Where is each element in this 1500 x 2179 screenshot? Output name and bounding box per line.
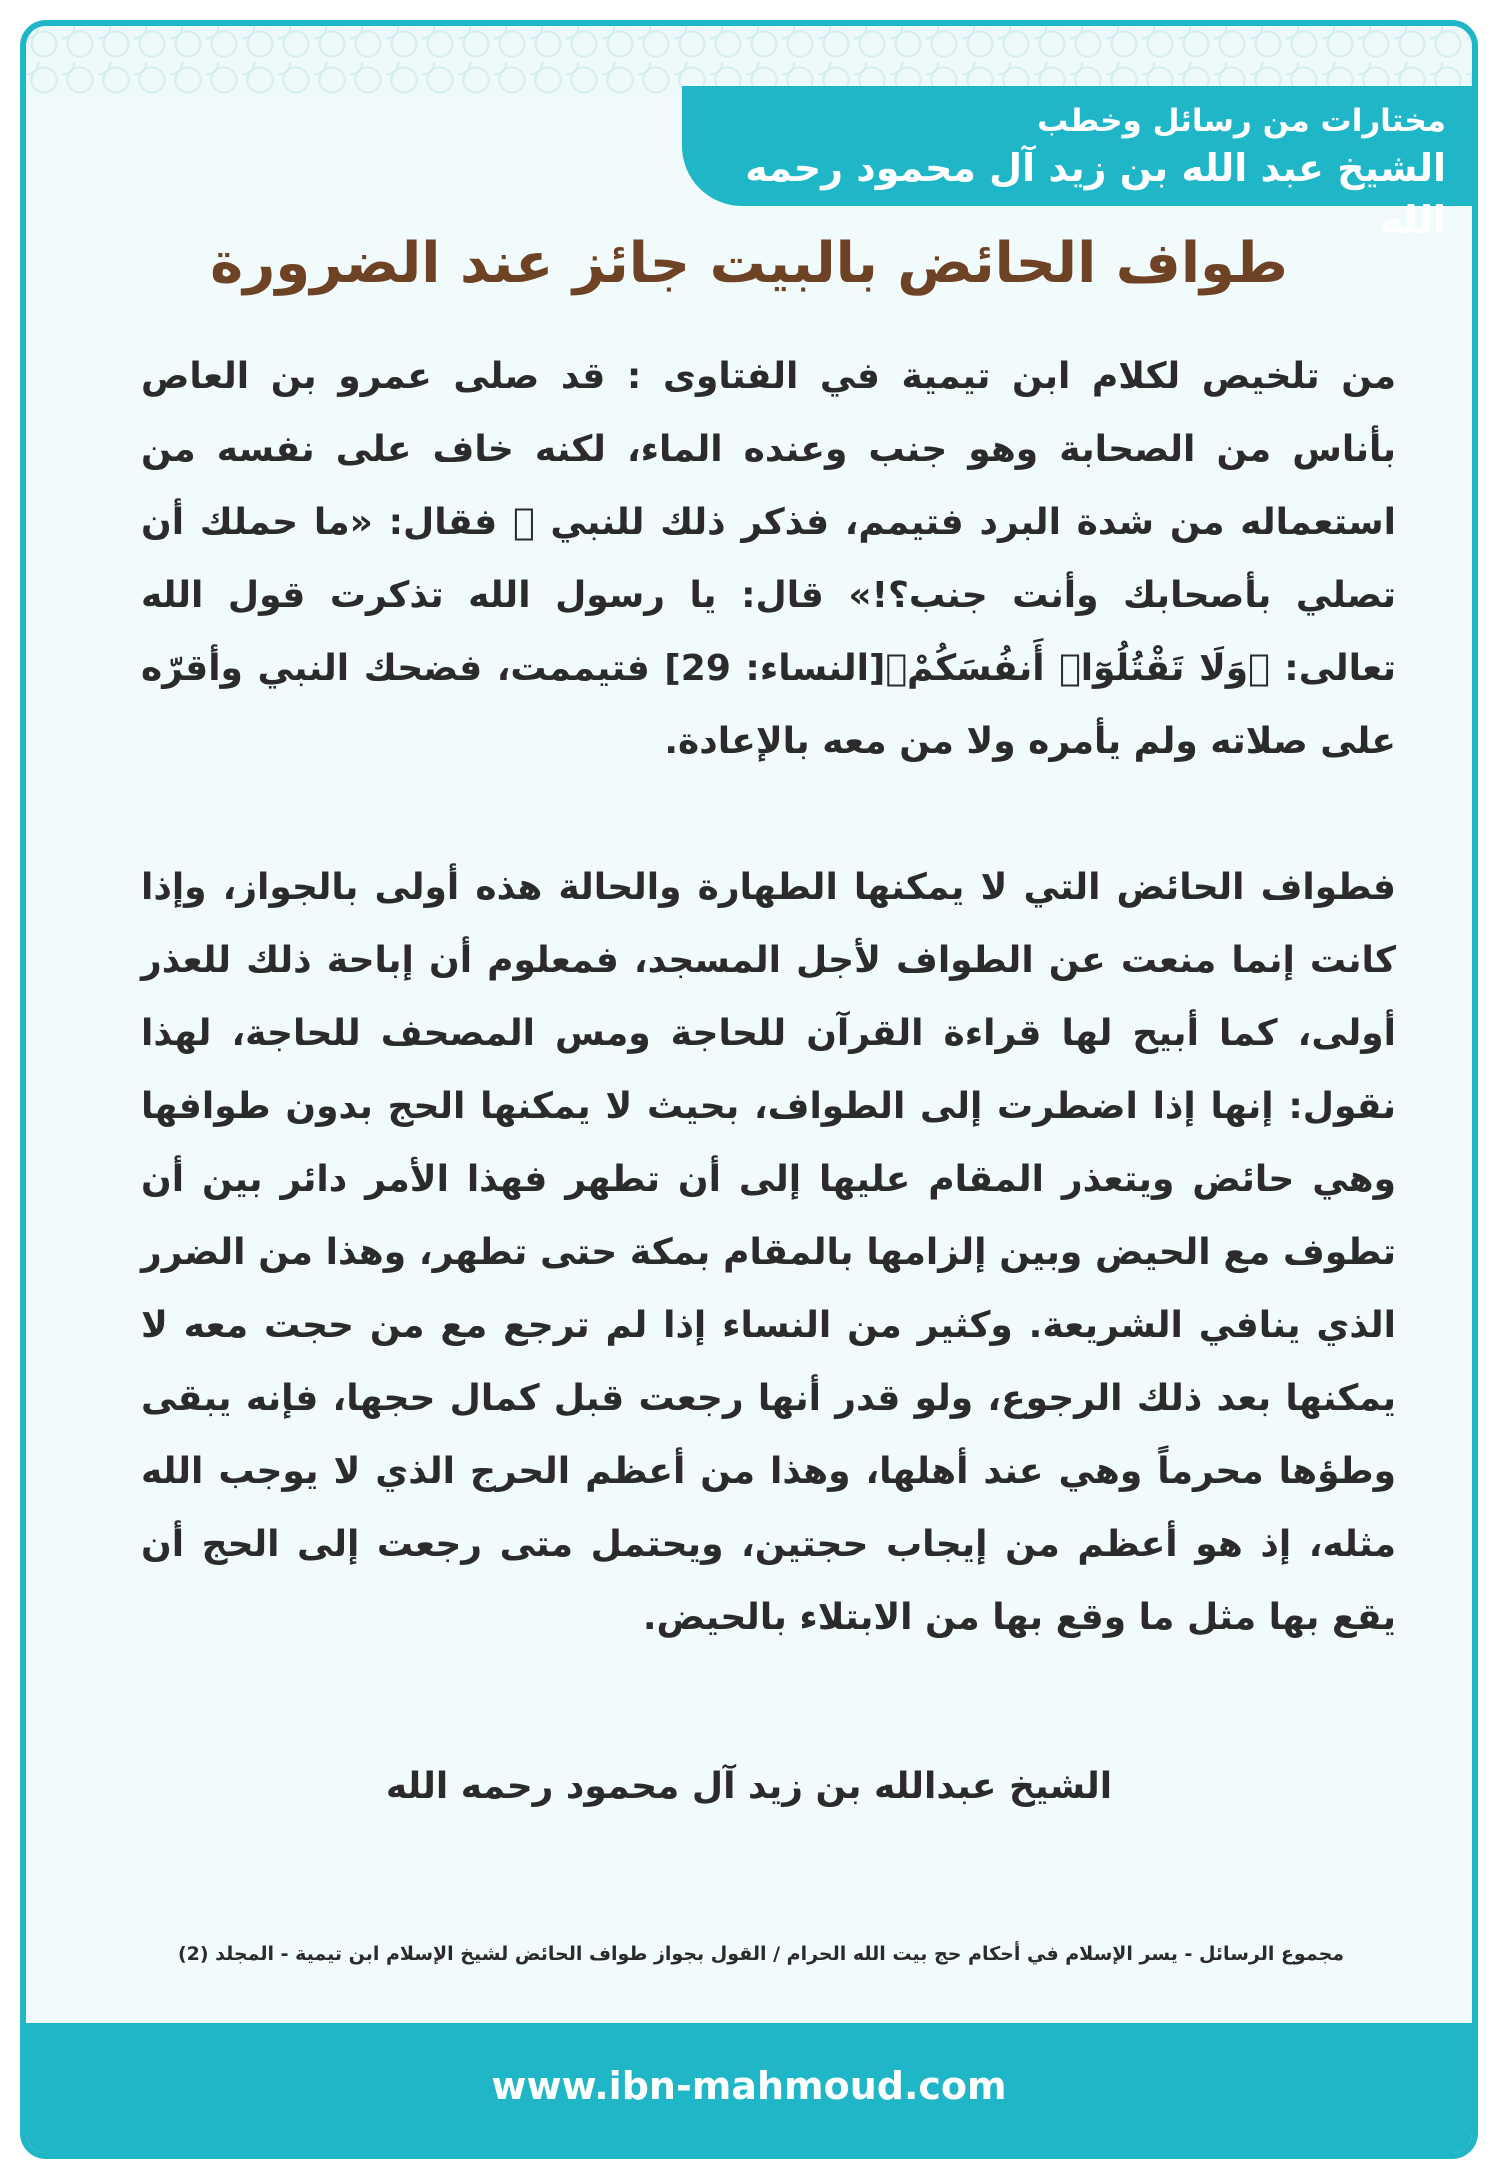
paragraph-1: من تلخيص لكلام ابن تيمية في الفتاوى : قد صلى عمرو بن العاص بأناس من الصحابة وهو جنب وعنده الماء، لكنه خاف على نفسه من استعماله من شدة البرد فتيمم، فذكر ذلك للنبي ﷺ فقال: «ما حملك أن تصلي بأصحابك وأنت جنب؟!» قال: يا رسول الله تذكرت قول الله تعالى: ﴿وَلَا تَقْتُلُوٓا۟ أَنفُسَكُمْ﴾[النساء: 29] فتيممت، فضحك النبي وأقرّه على صلاته ولم يأمره ولا من معه بالإعادة.: [141, 356, 1396, 762]
source-citation: مجموع الرسائل - يسر الإسلام في أحكام حج بيت الله الحرام / القول بجواز طواف الحائض لشيخ الإسلام ابن تيمية - المجلد (2): [177, 1943, 1345, 1965]
page-title: طواف الحائض بالبيت جائز عند الضرورة: [210, 231, 1288, 296]
author-signature: الشيخ عبدالله بن زيد آل محمود رحمه الله: [385, 1766, 1113, 1807]
header-author: الشيخ عبد الله بن زيد آل محمود رحمه الله: [745, 146, 1446, 242]
website-link[interactable]: www.ibn-mahmoud.com: [491, 2064, 1007, 2108]
header-subtitle: مختارات من رسائل وخطب: [1037, 103, 1446, 139]
page-frame: [20, 20, 1478, 2159]
paragraph-spacer: [141, 778, 1396, 851]
article-body: [141, 340, 1396, 1654]
paragraph-2: فطواف الحائض التي لا يمكنها الطهارة والحالة هذه أولى بالجواز، وإذا كانت إنما منعت عن الطواف لأجل المسجد، فمعلوم أن إباحة ذلك للعذر أولى، كما أبيح لها قراءة القرآن للحاجة ومس المصحف للحاجة، لهذا نقول: إنها إذا اضطرت إلى الطواف، بحيث لا يمكنها الحج بدون طوافها وهي حائض ويتعذر المقام عليها إلى أن تطهر فهذا الأمر دائر بين أن تطوف مع الحيض وبين إلزامها بالمقام بمكة حتى تطهر، وهذا من الضرر الذي ينافي الشريعة. وكثير من النساء إذا لم ترجع مع من حجت معه لا يمكنها بعد ذلك الرجوع، ولو قدر أنها رجعت قبل كمال حجها، فإنه يبقى وطؤها محرماً وهي عند أهلها، وهذا من أعظم الحرج الذي لا يوجب الله مثله، إذ هو أعظم من إيجاب حجتين، ويحتمل متى رجعت إلى الحج أن يقع بها مثل ما وقع بها من الابتلاء بالحيض.: [141, 867, 1396, 1638]
header-banner: [682, 86, 1472, 242]
footer-bar: [26, 2023, 1472, 2153]
